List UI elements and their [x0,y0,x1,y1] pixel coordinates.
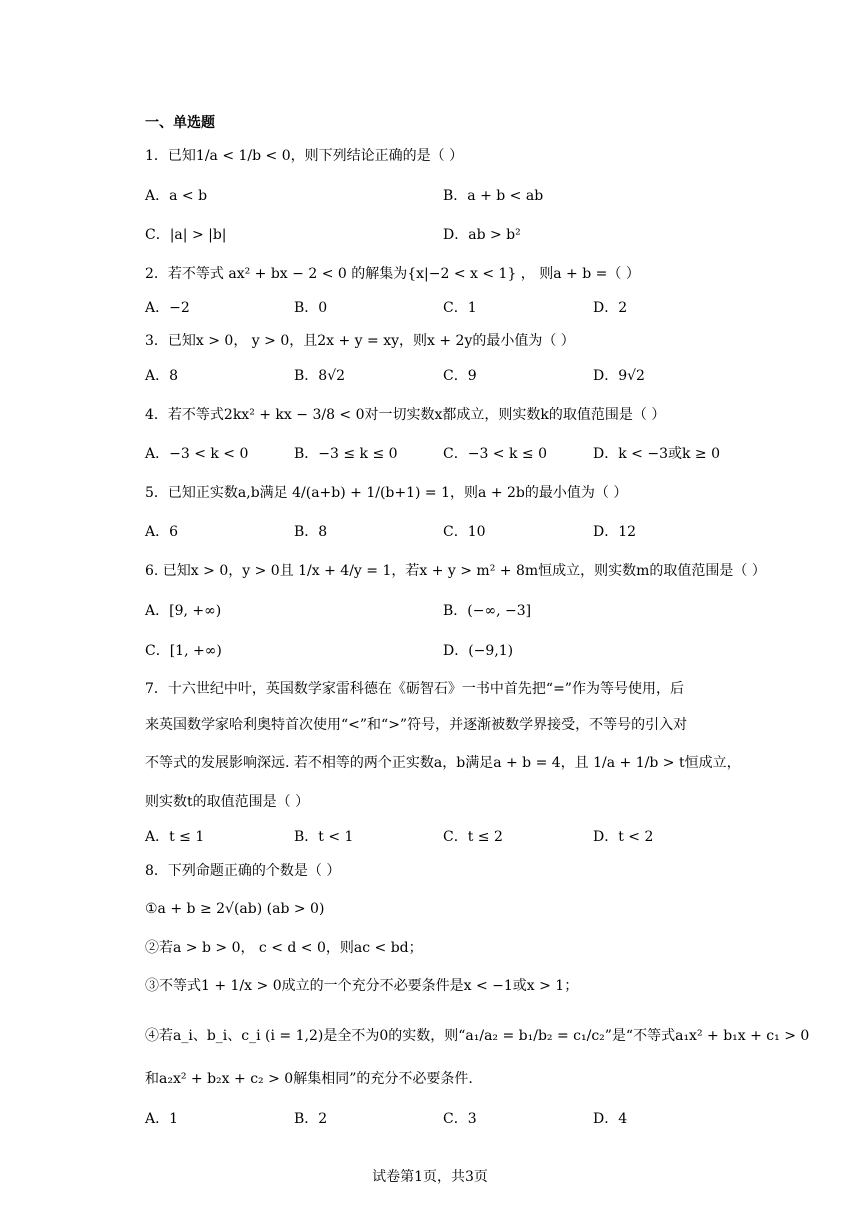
question-7-line-2: 来英国数学家哈利奥特首次使用“<”和“>”符号，并逐渐被数学界接受，不等号的引入对 [145,717,688,733]
question-7-line-1: 7．十六世纪中叶，英国数学家雷科德在《砺智石》一书中首先把“=”作为等号使用，后 [145,681,684,697]
question-7-option-b: B．t < 1 [294,829,354,845]
question-5-option-d: D．12 [593,524,637,540]
question-8-stem: 8．下列命题正确的个数是（ ） [145,863,341,879]
question-1-option-a: A．a < b [145,188,208,204]
question-1-stem: 1．已知1/a < 1/b < 0，则下列结论正确的是（ ） [145,148,464,164]
proposition-2: ②若a > b > 0， c < d < 0，则ac < bd； [145,940,423,956]
question-7-line-3: 不等式的发展影响深远. 若不相等的两个正实数a，b满足a + b = 4，且 1/a + 1/b > t恒成立， [145,755,741,771]
question-2-option-d: D．2 [593,300,628,316]
section-title: 一、单选题 [145,115,215,131]
question-6-option-c: C．[1, +∞) [145,643,222,659]
question-6-option-b: B．(−∞, −3] [443,603,532,619]
page-footer: 试卷第1页，共3页 [372,1169,488,1185]
question-4-option-d: D．k < −3或k ≥ 0 [593,446,720,462]
question-3-option-a: A．8 [145,368,179,384]
question-2-stem: 2．若不等式 ax² + bx − 2 < 0 的解集为{x|−2 < x < 1} ， 则a + b =（ ） [145,266,640,282]
question-3-option-c: C．9 [443,368,477,384]
question-6-stem: 6. 已知x > 0，y > 0且 1/x + 4/y = 1，若x + y > m² + 8m恒成立，则实数m的取值范围是（ ） [145,563,766,579]
question-5-option-c: C．10 [443,524,486,540]
question-4-option-b: B．−3 ≤ k ≤ 0 [294,446,398,462]
question-5-stem: 5．已知正实数a,b满足 4/(a+b) + 1/(b+1) = 1，则a + 2b的最小值为（ ） [145,485,628,501]
question-7-option-c: C．t ≤ 2 [443,829,503,845]
question-4-option-c: C．−3 < k ≤ 0 [443,446,548,462]
proposition-1: ①a + b ≥ 2√(ab) (ab > 0) [145,901,325,917]
question-2-option-c: C．1 [443,300,477,316]
question-8-option-a: A．1 [145,1111,179,1127]
question-8-option-d: D．4 [593,1111,628,1127]
question-8-option-c: C．3 [443,1111,477,1127]
question-3-option-d: D．9√2 [593,368,645,384]
question-7-option-d: D．t < 2 [593,829,654,845]
question-3-stem: 3．已知x > 0， y > 0，且2x + y = xy，则x + 2y的最小值为（ ） [145,333,575,349]
question-4-option-a: A．−3 < k < 0 [145,446,249,462]
proposition-4: ④若a_i、b_i、c_i (i = 1,2)是全不为0的实数，则“a₁/a₂ = b₁/b₂ = c₁/c₂”是“不等式a₁x² + b₁x + c₁ > 0 [145,1028,810,1044]
question-4-stem: 4．若不等式2kx² + kx − 3/8 < 0对一切实数x都成立，则实数k的取值范围是（ ） [145,407,666,423]
question-6-option-d: D．(−9,1) [443,643,514,659]
proposition-4-continued: 和a₂x² + b₂x + c₂ > 0解集相同”的充分不必要条件. [145,1071,473,1087]
question-8-option-b: B．2 [294,1111,328,1127]
question-1-option-c: C．|a| > |b| [145,227,227,243]
question-5-option-b: B．8 [294,524,328,540]
question-7-line-4: 则实数t的取值范围是（ ） [145,794,310,810]
question-7-option-a: A．t ≤ 1 [145,829,205,845]
question-1-option-b: B．a + b < ab [443,188,544,204]
question-3-option-b: B．8√2 [294,368,346,384]
proposition-3: ③不等式1 + 1/x > 0成立的一个充分不必要条件是x < −1或x > 1； [145,978,579,994]
question-2-option-b: B．0 [294,300,328,316]
question-6-option-a: A．[9, +∞) [145,603,222,619]
question-2-option-a: A．−2 [145,300,190,316]
question-5-option-a: A．6 [145,524,179,540]
question-1-option-d: D．ab > b² [443,227,521,243]
